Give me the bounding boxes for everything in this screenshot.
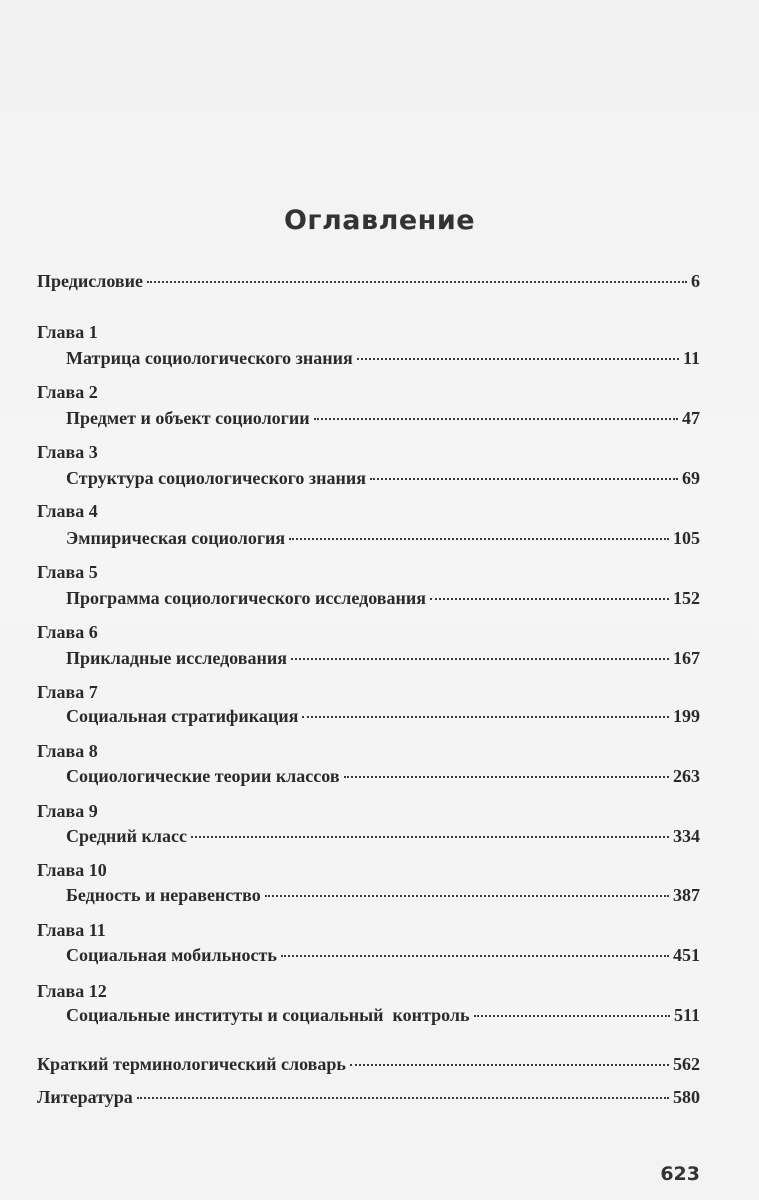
chapter-label: Глава 10 xyxy=(37,860,107,880)
dot-leader xyxy=(314,418,678,420)
dot-leader xyxy=(474,1015,670,1017)
page-number: 623 xyxy=(660,1163,700,1185)
entry-page: 562 xyxy=(673,1054,700,1074)
toc-entry-chapter xyxy=(66,347,700,369)
chapter-label: Глава 12 xyxy=(37,981,107,1001)
dot-leader xyxy=(430,598,669,600)
toc-entry-literature xyxy=(37,1086,700,1108)
entry-page: 152 xyxy=(673,588,700,608)
toc-entry-chapter xyxy=(66,884,700,906)
dot-leader xyxy=(147,281,687,283)
entry-page: 580 xyxy=(673,1087,700,1107)
page-title: Оглавление xyxy=(283,205,476,236)
entry-title: Социальная мобильность xyxy=(66,945,277,965)
chapter-label: Глава 8 xyxy=(37,741,98,761)
chapter-label: Глава 5 xyxy=(37,562,98,582)
entry-title: Прикладные исследования xyxy=(66,648,287,668)
toc-entry-chapter xyxy=(66,587,700,609)
entry-title: Социальные институты и социальный контроль xyxy=(66,1005,470,1025)
chapter-label: Глава 11 xyxy=(37,920,106,940)
dot-leader xyxy=(291,658,669,660)
toc-entry-chapter xyxy=(66,467,700,489)
entry-title: Структура социологического знания xyxy=(66,468,367,488)
chapter-label: Глава 9 xyxy=(37,801,98,821)
toc-entry-chapter xyxy=(66,825,700,847)
entry-page: 387 xyxy=(673,885,700,905)
dot-leader xyxy=(289,538,669,540)
entry-page: 11 xyxy=(682,348,700,368)
entry-page: 47 xyxy=(682,408,700,428)
dot-leader xyxy=(281,955,669,957)
toc-entry-chapter xyxy=(66,407,700,429)
entry-title: Средний класс xyxy=(66,826,187,846)
toc-entry-glossary xyxy=(37,1053,700,1075)
dot-leader xyxy=(137,1097,669,1099)
entry-page: 334 xyxy=(673,826,700,846)
dot-leader xyxy=(191,836,669,838)
entry-title: Предмет и объект социологии xyxy=(66,408,310,428)
toc-entry-chapter xyxy=(66,527,700,549)
entry-title: Социальная стратификация xyxy=(66,706,299,726)
entry-title: Краткий терминологический словарь xyxy=(37,1054,346,1074)
toc-entry-chapter xyxy=(66,944,700,966)
dot-leader xyxy=(302,716,669,718)
dot-leader xyxy=(265,895,669,897)
entry-page: 199 xyxy=(673,706,700,726)
dot-leader xyxy=(350,1064,669,1066)
entry-page: 263 xyxy=(673,766,700,786)
toc-entry-chapter xyxy=(66,705,700,727)
dot-leader xyxy=(357,358,679,360)
chapter-label: Глава 2 xyxy=(37,382,98,402)
chapter-label: Глава 7 xyxy=(37,682,98,702)
entry-page: 105 xyxy=(673,528,700,548)
toc-entry-preface xyxy=(37,270,700,292)
chapter-label: Глава 1 xyxy=(37,322,98,342)
toc-entry-chapter xyxy=(66,765,700,787)
entry-title: Литература xyxy=(37,1087,133,1107)
toc-entry-chapter xyxy=(66,1004,700,1026)
toc-entry-chapter xyxy=(66,647,700,669)
entry-title: Эмпирическая социология xyxy=(66,528,286,548)
entry-title: Предисловие xyxy=(37,271,143,291)
entry-page: 6 xyxy=(691,271,700,291)
entry-title: Бедность и неравенство xyxy=(66,885,261,905)
dot-leader xyxy=(370,478,678,480)
entry-title: Социологические теории классов xyxy=(66,766,340,786)
chapter-label: Глава 4 xyxy=(37,501,98,521)
entry-page: 511 xyxy=(673,1005,700,1025)
dot-leader xyxy=(344,776,669,778)
chapter-label: Глава 3 xyxy=(37,442,98,462)
entry-page: 451 xyxy=(673,945,700,965)
entry-title: Программа социологического исследования xyxy=(66,588,426,608)
entry-page: 167 xyxy=(673,648,700,668)
chapter-label: Глава 6 xyxy=(37,622,98,642)
entry-page: 69 xyxy=(682,468,700,488)
entry-title: Матрица социологического знания xyxy=(66,348,353,368)
